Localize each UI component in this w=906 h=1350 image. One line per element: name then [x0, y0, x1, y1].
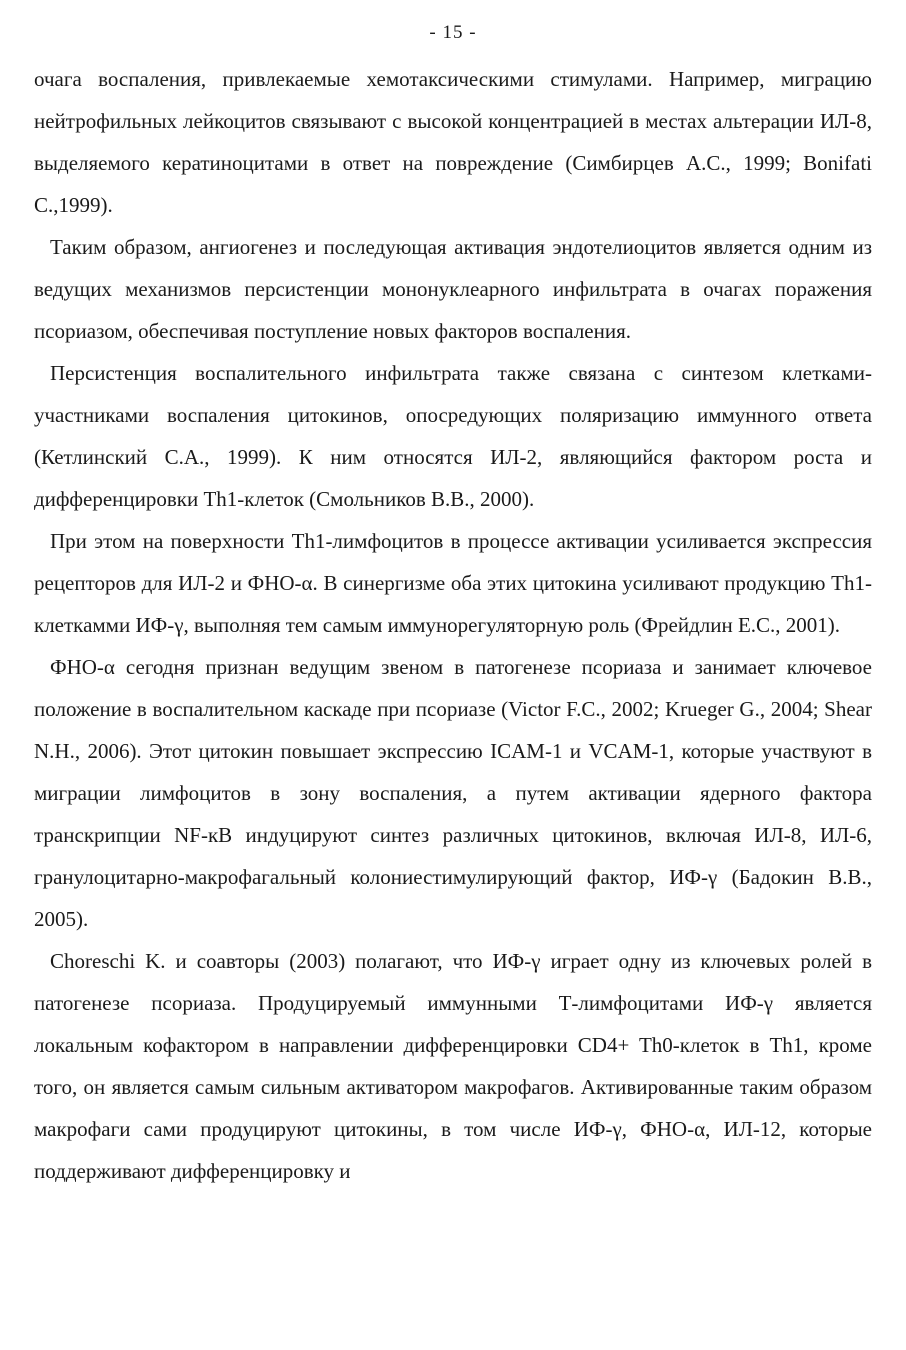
paragraph-2: Таким образом, ангиогенез и последующая активация эндотелиоцитов является одним из ведущих механизмов персистенции мононуклеарного инфильтрата в очагах поражения псориазом, обеспечивая поступление новых факторов воспаления.	[34, 235, 872, 343]
paragraph-4: При этом на поверхности Th1-лимфоцитов в процессе активации усиливается экспрессия рецепторов для ИЛ-2 и ФНО-α. В синергизме оба этих цитокина усиливают продукцию Th1-клеткамми ИФ-γ, выполняя тем самым иммунорегуляторную роль (Фрейдлин Е.С., 2001).	[34, 529, 872, 637]
page-number: - 15 -	[429, 22, 477, 43]
paragraph-5: ФНО-α сегодня признан ведущим звеном в патогенезе псориаза и занимает ключевое положение в воспалительном каскаде при псориазе (Victor F.C., 2002; Krueger G., 2004; Shear N.H., 2006). Этот цитокин повышает экспрессию ICAM-1 и VCAM-1, которые участвуют в миграции лимфоцитов в зону воспаления, а путем активации ядерного фактора транскрипции NF-кВ индуцируют синтез различных цитокинов, включая ИЛ-8, ИЛ-6, гранулоцитарно-макрофагальный колониестимулирующий фактор, ИФ-γ (Бадокин В.В., 2005).	[34, 655, 872, 931]
paragraph-1: очага воспаления, привлекаемые хемотаксическими стимулами. Например, миграцию нейтрофильных лейкоцитов связывают с высокой концентрацией в местах альтерации ИЛ-8, выделяемого кератиноцитами в ответ на повреждение (Симбирцев А.С., 1999; Bonifati C.,1999).	[34, 67, 872, 217]
paragraph-3: Персистенция воспалительного инфильтрата также связана с синтезом клетками-участниками воспаления цитокинов, опосредующих поляризацию иммунного ответа (Кетлинский С.А., 1999). К ним относятся ИЛ-2, являющийся фактором роста и дифференцировки Th1-клеток (Смольников В.В., 2000).	[34, 361, 872, 511]
paragraph-6: Choreschi K. и соавторы (2003) полагают, что ИФ-γ играет одну из ключевых ролей в патогенезе псориаза. Продуцируемый иммунными Т-лимфоцитами ИФ-γ является локальным кофактором в направлении дифференцировки CD4+ Th0-клеток в Th1, кроме того, он является самым сильным активатором макрофагов. Активированные таким образом макрофаги сами продуцируют цитокины, в том числе ИФ-γ, ФНО-α, ИЛ-12, которые поддерживают дифференцировку и	[34, 949, 872, 1183]
body-text	[34, 58, 872, 1192]
